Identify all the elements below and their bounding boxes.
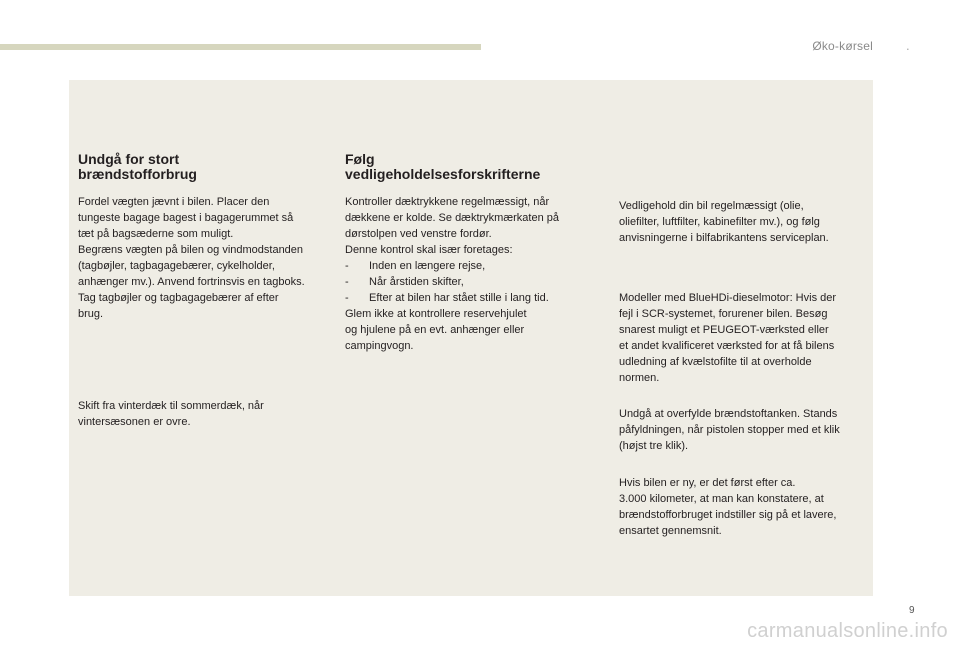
text-line: (tagbøjler, tagbagagebærer, cykelholder, [78, 260, 275, 272]
list-dash: - [345, 276, 349, 288]
paragraph-tyres-season [78, 398, 328, 430]
text-line: anvisningerne i bilfabrikantens serviceplan. [619, 232, 829, 244]
text-line: påfyldningen, når pistolen stopper med et klik [619, 424, 840, 436]
text-line: Fordel vægten jævnt i bilen. Placer den [78, 196, 270, 208]
text-line: Vedligehold din bil regelmæssigt (olie, [619, 200, 804, 212]
list-item-text: Inden en længere rejse, [369, 260, 486, 272]
text-line: Modeller med BlueHDi-dieselmotor: Hvis der [619, 292, 837, 304]
text-line: Hvis bilen er ny, er det først efter ca. [619, 477, 796, 489]
list-dash: - [345, 292, 349, 304]
text-line: snarest muligt et PEUGEOT-værksted eller [619, 324, 829, 336]
page-number: 9 [909, 605, 915, 616]
paragraph-fuel-tank [619, 406, 840, 454]
text-line: Skift fra vinterdæk til sommerdæk, når [78, 400, 264, 412]
text-line: og hjulene på en evt. anhænger eller [345, 324, 525, 336]
text-line: vintersæsonen er ovre. [78, 416, 191, 428]
text-line: fejl i SCR-systemet, forurener bilen. Besøg [619, 308, 828, 320]
heading-line: Undgå for stort [78, 151, 180, 167]
heading-line: vedligeholdelsesforskrifterne [345, 166, 541, 182]
text-line: Glem ikke at kontrollere reservehjulet [345, 308, 527, 320]
column-avoid-consumption [78, 152, 328, 322]
text-line: brændstofforbruget indstiller sig på et lavere, [619, 509, 837, 521]
text-line: tæt på bagsæderne som muligt. [78, 228, 234, 240]
text-line: udledning af kvælstofilte til at overholde [619, 356, 812, 368]
paragraph-tyre-pressure [345, 194, 595, 354]
list-item [345, 274, 595, 290]
text-line: 3.000 kilometer, at man kan konstatere, at [619, 493, 824, 505]
paragraph-new-car [619, 475, 836, 539]
heading-maintenance [345, 152, 595, 182]
text-line: Undgå at overfylde brændstoftanken. Stands [619, 408, 838, 420]
text-line: Kontroller dæktrykkene regelmæssigt, når [345, 196, 550, 208]
text-line: Denne kontrol skal især foretages: [345, 244, 513, 256]
list-item [345, 290, 595, 306]
paragraph-service [619, 198, 869, 246]
header-accent-bar [0, 44, 481, 50]
text-line: anhænger mv.). Anvend fortrinsvis en tagboks. [78, 276, 305, 288]
section-marker: . [906, 38, 910, 53]
text-line: Begræns vægten på bilen og vindmodstanden [78, 244, 304, 256]
text-line: brug. [78, 308, 104, 320]
text-line: normen. [619, 372, 660, 384]
section-title: Øko-kørsel [812, 39, 873, 53]
text-line: Tag tagbøjler og tagbagagebærer af efter [78, 292, 279, 304]
list-item [345, 258, 595, 274]
heading-line: Følg [345, 151, 375, 167]
paragraph-bluehdi [619, 290, 836, 386]
column-maintenance [345, 152, 595, 354]
text-line: dørstolpen ved venstre fordør. [345, 228, 492, 240]
heading-line: brændstofforbrug [78, 166, 197, 182]
text-line: ensartet gennemsnit. [619, 525, 722, 537]
list-dash: - [345, 260, 349, 272]
list-item-text: Efter at bilen har stået stille i lang tid. [369, 292, 549, 304]
text-line: tungeste bagage bagest i bagagerummet så [78, 212, 294, 224]
list-item-text: Når årstiden skifter, [369, 276, 464, 288]
heading-avoid-consumption [78, 152, 328, 182]
text-line: dækkene er kolde. Se dæktrykmærkaten på [345, 212, 559, 224]
text-line: oliefilter, luftfilter, kabinefilter mv.), og følg [619, 216, 820, 228]
text-line: campingvogn. [345, 340, 414, 352]
text-line: et andet kvalificeret værksted for at få bilens [619, 340, 835, 352]
watermark: carmanualsonline.info [747, 620, 948, 642]
paragraph-weight [78, 194, 328, 322]
text-line: (højst tre klik). [619, 440, 689, 452]
